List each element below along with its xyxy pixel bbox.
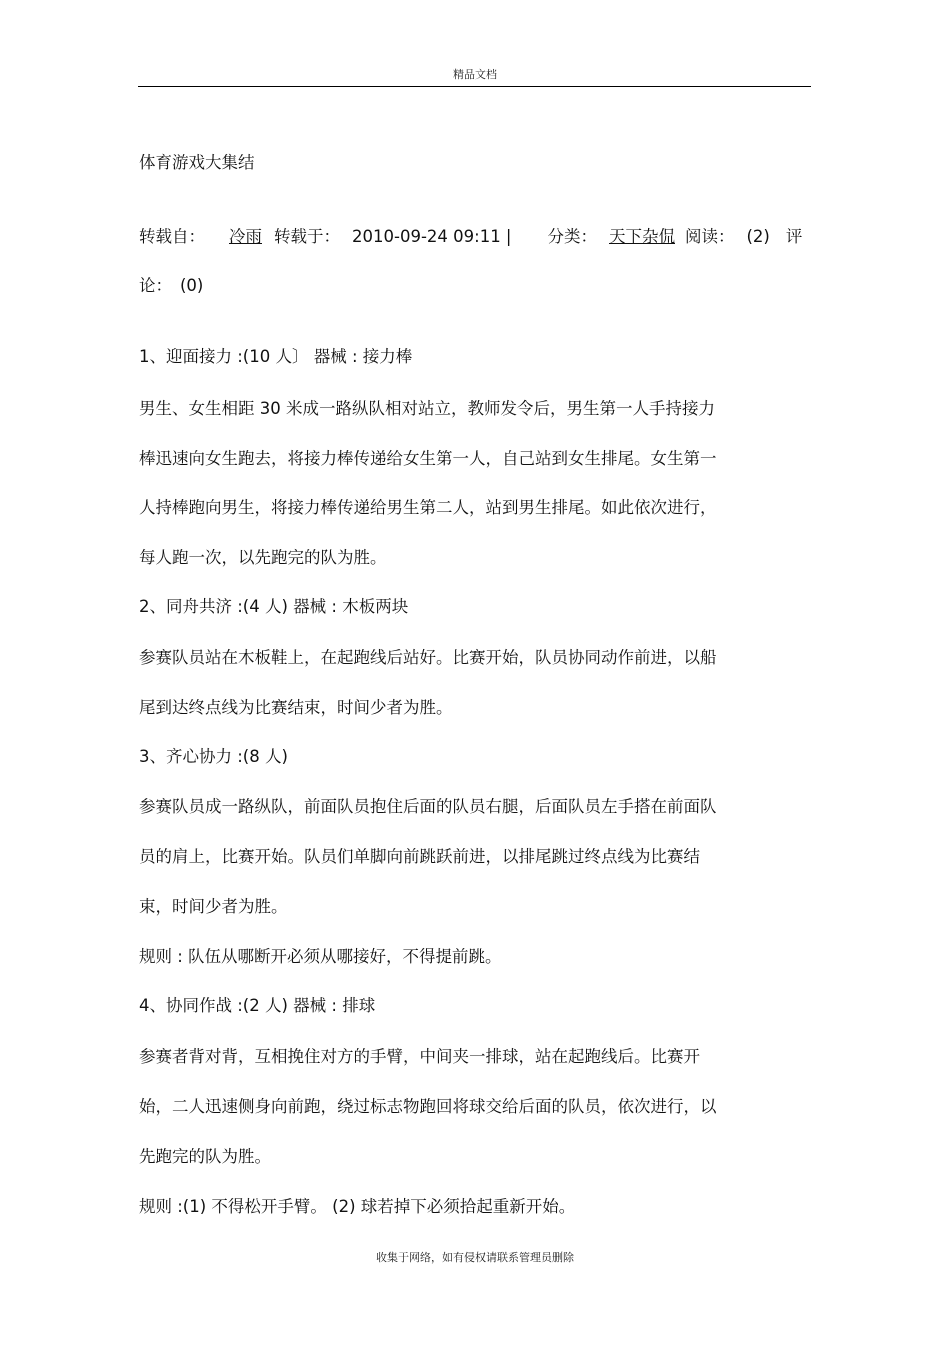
post-date: 2010-09-24 09:11 | — [352, 227, 512, 246]
paragraph-line: 每人跑一次，以先跑完的队为胜。 — [139, 548, 387, 567]
paragraph-line: 先跑完的队为胜。 — [139, 1147, 271, 1166]
read-count: (2) — [746, 227, 770, 246]
category-link[interactable]: 天下杂侃 — [609, 227, 675, 246]
comment-label-part2: 论： — [139, 276, 172, 295]
paragraph-line: 参赛者背对背，互相挽住对方的手臂，中间夹一排球，站在起跑线后。比赛开 — [139, 1047, 700, 1066]
paragraph-line: 男生、女生相距 30 米成一路纵队相对站立，教师发令后，男生第一人手持接力 — [139, 399, 715, 418]
paragraph-line: 棒迅速向女生跑去，将接力棒传递给女生第一人，自己站到女生排尾。女生第一 — [139, 449, 717, 468]
document-title: 体育游戏大集结 — [139, 153, 255, 172]
read-label: 阅读： — [685, 227, 735, 246]
rule-line: 规则 :(1) 不得松开手臂。 (2) 球若掉下必须拾起重新开始。 — [139, 1197, 576, 1216]
meta-row-continued — [139, 275, 203, 297]
meta-row — [139, 226, 802, 248]
header-divider — [138, 86, 811, 87]
section-heading-1: 1、迎面接力 :(10 人〕 器械 : 接力棒 — [139, 347, 413, 366]
page-header: 精品文档 — [453, 68, 497, 81]
from-label: 转载自： — [139, 227, 205, 246]
comment-label-part1: 评 — [785, 227, 803, 246]
page-footer: 收集于网络，如有侵权请联系管理员删除 — [376, 1251, 574, 1264]
paragraph-line: 员的肩上，比赛开始。队员们单脚向前跳跃前进，以排尾跳过终点线为比赛结 — [139, 847, 700, 866]
paragraph-line: 参赛队员成一路纵队，前面队员抱住后面的队员右腿，后面队员左手搭在前面队 — [139, 797, 717, 816]
section-heading-4: 4、协同作战 :(2 人) 器械 : 排球 — [139, 996, 376, 1015]
paragraph-line: 尾到达终点线为比赛结束，时间少者为胜。 — [139, 698, 453, 717]
author-link[interactable]: 冷雨 — [229, 227, 262, 246]
paragraph-line: 束，时间少者为胜。 — [139, 897, 288, 916]
date-label: 转载于： — [274, 227, 340, 246]
paragraph-line: 参赛队员站在木板鞋上，在起跑线后站好。比赛开始，队员协同动作前进，以船 — [139, 648, 717, 667]
paragraph-line: 人持棒跑向男生，将接力棒传递给男生第二人，站到男生排尾。如此依次进行， — [139, 498, 717, 517]
paragraph-line: 始，二人迅速侧身向前跑，绕过标志物跑回将球交给后面的队员，依次进行，以 — [139, 1097, 717, 1116]
section-heading-2: 2、同舟共济 :(4 人) 器械 : 木板两块 — [139, 597, 409, 616]
category-label: 分类： — [547, 227, 597, 246]
section-heading-3: 3、齐心协力 :(8 人) — [139, 747, 288, 766]
comment-count: (0) — [180, 276, 204, 295]
rule-line: 规则 : 队伍从哪断开必须从哪接好，不得提前跳。 — [139, 947, 502, 966]
